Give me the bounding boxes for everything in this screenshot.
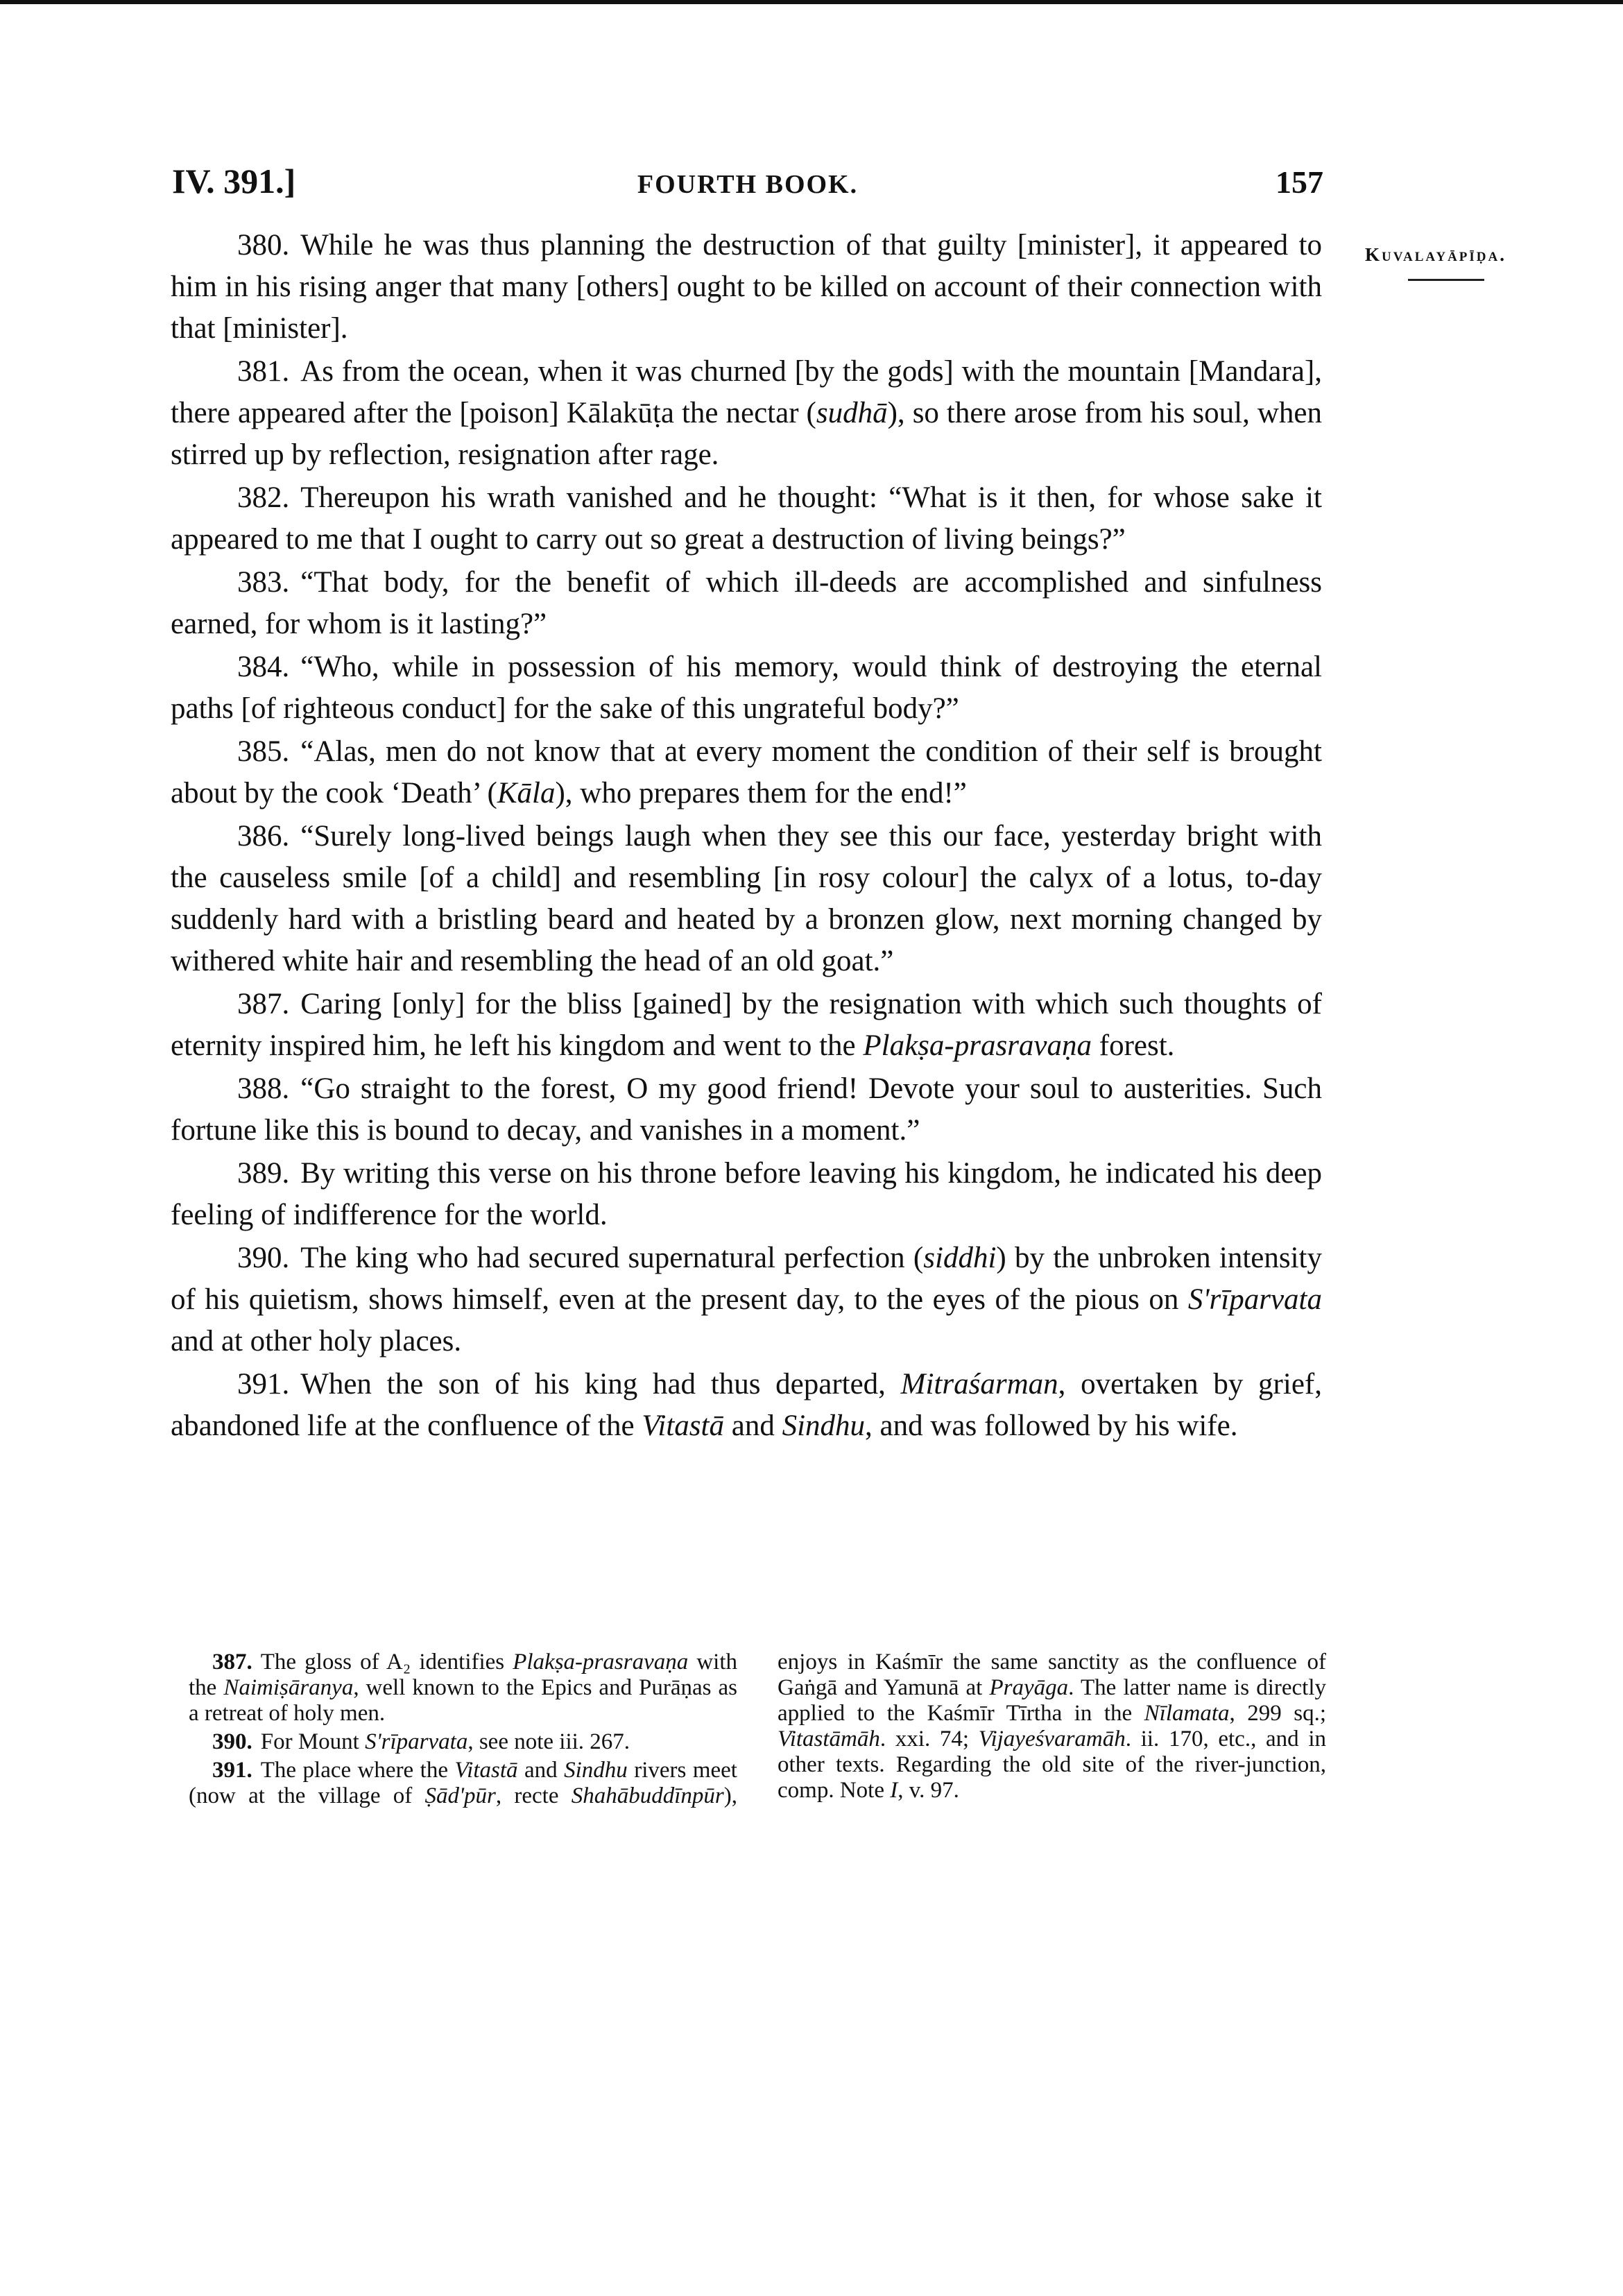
text-run: , 299 sq.; bbox=[1229, 1701, 1327, 1726]
verse-paragraph bbox=[171, 731, 1322, 814]
text-run: ), so there arose from his soul, when stirred up by reflection, resignation after rage. bbox=[171, 397, 1322, 471]
verse-number: 381. bbox=[237, 355, 290, 388]
header-book-verse-ref: IV. 391.] bbox=[172, 162, 296, 200]
text-run: The king who had secured supernatural perfection ( bbox=[300, 1242, 924, 1274]
verse-paragraph bbox=[171, 984, 1322, 1067]
verse-number: 388. bbox=[237, 1072, 290, 1105]
verse-paragraph bbox=[171, 477, 1322, 560]
footnote-number: 387. bbox=[212, 1650, 252, 1674]
text-run: . xxi. 74; bbox=[879, 1727, 979, 1751]
verse-number: 386. bbox=[237, 820, 290, 853]
running-header bbox=[172, 161, 1323, 209]
italic-term: I bbox=[890, 1778, 898, 1803]
verse-number: 380. bbox=[237, 229, 290, 262]
text-run: By writing this verse on his throne before leaving his kingdom, he indicated his deep feeling of indifference for the world. bbox=[171, 1157, 1322, 1231]
verse-paragraph bbox=[171, 225, 1322, 350]
text-run: , recte bbox=[495, 1783, 572, 1808]
header-title: FOURTH BOOK. bbox=[637, 170, 859, 199]
verse-paragraph bbox=[171, 562, 1322, 645]
italic-term: Shahābuddīnpūr bbox=[571, 1783, 724, 1808]
verse-paragraph bbox=[171, 816, 1322, 982]
italic-term: Mitraśarman bbox=[900, 1368, 1058, 1400]
italic-term: Sindhu bbox=[782, 1410, 866, 1442]
page-number: 157 bbox=[1276, 164, 1323, 200]
text-run: “Who, while in possession of his memory, would think of destroying the eternal paths [of righteous conduct] for the sake of this ungrateful body?” bbox=[171, 651, 1322, 725]
italic-term: Nīlamata bbox=[1144, 1701, 1230, 1726]
text-run: , see note iii. 267. bbox=[467, 1729, 630, 1754]
italic-term: Kāla bbox=[497, 777, 556, 809]
text-run: rivers meet (now at the village of bbox=[189, 1758, 737, 1808]
footnote bbox=[189, 1729, 737, 1755]
footnote-number: 390. bbox=[212, 1729, 252, 1754]
text-run: . The latter name is directly applied to the Kaśmīr Tīrtha in the bbox=[778, 1675, 1326, 1726]
verse-paragraph bbox=[171, 351, 1322, 476]
italic-term: Vitastāmāh bbox=[778, 1727, 880, 1751]
footnote bbox=[189, 1650, 737, 1727]
margin-note: Kuvalayāpīḍa. bbox=[1365, 244, 1507, 265]
italic-term: S'rīparvata bbox=[365, 1729, 468, 1754]
verse-paragraph bbox=[171, 1237, 1322, 1362]
italic-term: Vijayeśvaramāh bbox=[978, 1727, 1126, 1751]
footnotes bbox=[189, 1650, 1326, 1809]
italic-term: Naimiṣāranya bbox=[223, 1675, 354, 1700]
verse-number: 383. bbox=[237, 566, 290, 599]
text-run: forest. bbox=[1092, 1029, 1175, 1062]
text-run: ), enjoys in Kaśmīr the same sanctity as the confluence of Gaṅgā and Yamunā at bbox=[723, 1650, 1326, 1808]
text-run: , v. 97. bbox=[898, 1778, 959, 1803]
verse-number: 384. bbox=[237, 651, 290, 683]
footnote-number: 391. bbox=[212, 1758, 252, 1783]
italic-term: Ṣād'pūr bbox=[424, 1783, 496, 1808]
verse-number: 389. bbox=[237, 1157, 290, 1190]
top-edge-rule bbox=[0, 0, 1623, 4]
italic-term: Plakṣa-prasravaṇa bbox=[513, 1650, 689, 1674]
text-run: and bbox=[517, 1758, 565, 1783]
main-text bbox=[171, 225, 1322, 1448]
italic-term: S'rīparvata bbox=[1187, 1283, 1322, 1316]
verse-number: 385. bbox=[237, 735, 290, 768]
text-run: “Surely long-lived beings laugh when they see this our face, yesterday bright with the causeless smile [of a child] and resembling [in rosy colour] the calyx of a lotus, to-day suddenly hard with a bristling beard and heated by a bronzen glow, next morning changed by withered white hair and resembling the head of an old goat.” bbox=[171, 820, 1322, 977]
text-run: with the bbox=[189, 1650, 737, 1700]
italic-term: Sindhu bbox=[564, 1758, 628, 1783]
verse-number: 390. bbox=[237, 1242, 290, 1274]
text-run: “Go straight to the forest, O my good friend! Devote your soul to austerities. Such fortune like this is bound to decay, and vanishes in a moment.” bbox=[171, 1072, 1322, 1147]
verse-paragraph bbox=[171, 1068, 1322, 1151]
italic-term: Vitastā bbox=[642, 1410, 724, 1442]
text-run: ), who prepares them for the end!” bbox=[555, 777, 967, 809]
margin-note-rule bbox=[1408, 279, 1484, 281]
text-run: and bbox=[724, 1410, 782, 1442]
verse-paragraph bbox=[171, 1364, 1322, 1447]
text-run: The place where the bbox=[260, 1758, 455, 1783]
text-run: ) by the unbroken intensity of his quietism, shows himself, even at the present day, to the eyes of the pious on bbox=[171, 1242, 1322, 1316]
italic-term: Plakṣa-prasravaṇa bbox=[863, 1029, 1092, 1062]
italic-term: siddhi bbox=[923, 1242, 997, 1274]
text-run: , overtaken by grief, abandoned life at the confluence of the bbox=[171, 1368, 1322, 1442]
text-run: While he was thus planning the destruction of that guilty [minister], it appeared to him in his rising anger that many [others] ought to be killed on account of their connection with that [minister]. bbox=[171, 229, 1322, 345]
text-run: The gloss of A₂ identifies bbox=[260, 1650, 513, 1674]
verse-number: 391. bbox=[237, 1368, 290, 1400]
text-run: Thereupon his wrath vanished and he thought: “What is it then, for whose sake it appeared to me that I ought to carry out so great a destruction of living beings?” bbox=[171, 481, 1322, 556]
italic-term: sudhā bbox=[816, 397, 888, 429]
text-run: When the son of his king had thus departed, bbox=[300, 1368, 901, 1400]
verse-paragraph bbox=[171, 1153, 1322, 1236]
text-run: Caring [only] for the bliss [gained] by the resignation with which such thoughts of eternity inspired him, he left his kingdom and went to the bbox=[171, 988, 1322, 1062]
text-run: “That body, for the benefit of which ill-deeds are accomplished and sinfulness earned, for whom is it lasting?” bbox=[171, 566, 1322, 640]
text-run: As from the ocean, when it was churned [by the gods] with the mountain [Mandara], there appeared after the [poison] Kālakūṭa the nectar ( bbox=[171, 355, 1322, 429]
italic-term: Prayāga bbox=[989, 1675, 1069, 1700]
text-run: For Mount bbox=[260, 1729, 366, 1754]
verse-number: 387. bbox=[237, 988, 290, 1020]
text-run: and at other holy places. bbox=[171, 1325, 462, 1357]
text-run: , and was followed by his wife. bbox=[865, 1410, 1238, 1442]
italic-term: Vitastā bbox=[454, 1758, 518, 1783]
text-run: , well known to the Epics and Purāṇas as a retreat of holy men. bbox=[189, 1675, 738, 1726]
text-run: “Alas, men do not know that at every moment the condition of their self is brought about by the cook ‘Death’ ( bbox=[171, 735, 1322, 809]
text-run: . ii. 170, etc., and in other texts. Regarding the old site of the river-junction, comp. Note bbox=[778, 1727, 1326, 1803]
verse-paragraph bbox=[171, 646, 1322, 730]
verse-number: 382. bbox=[237, 481, 290, 514]
